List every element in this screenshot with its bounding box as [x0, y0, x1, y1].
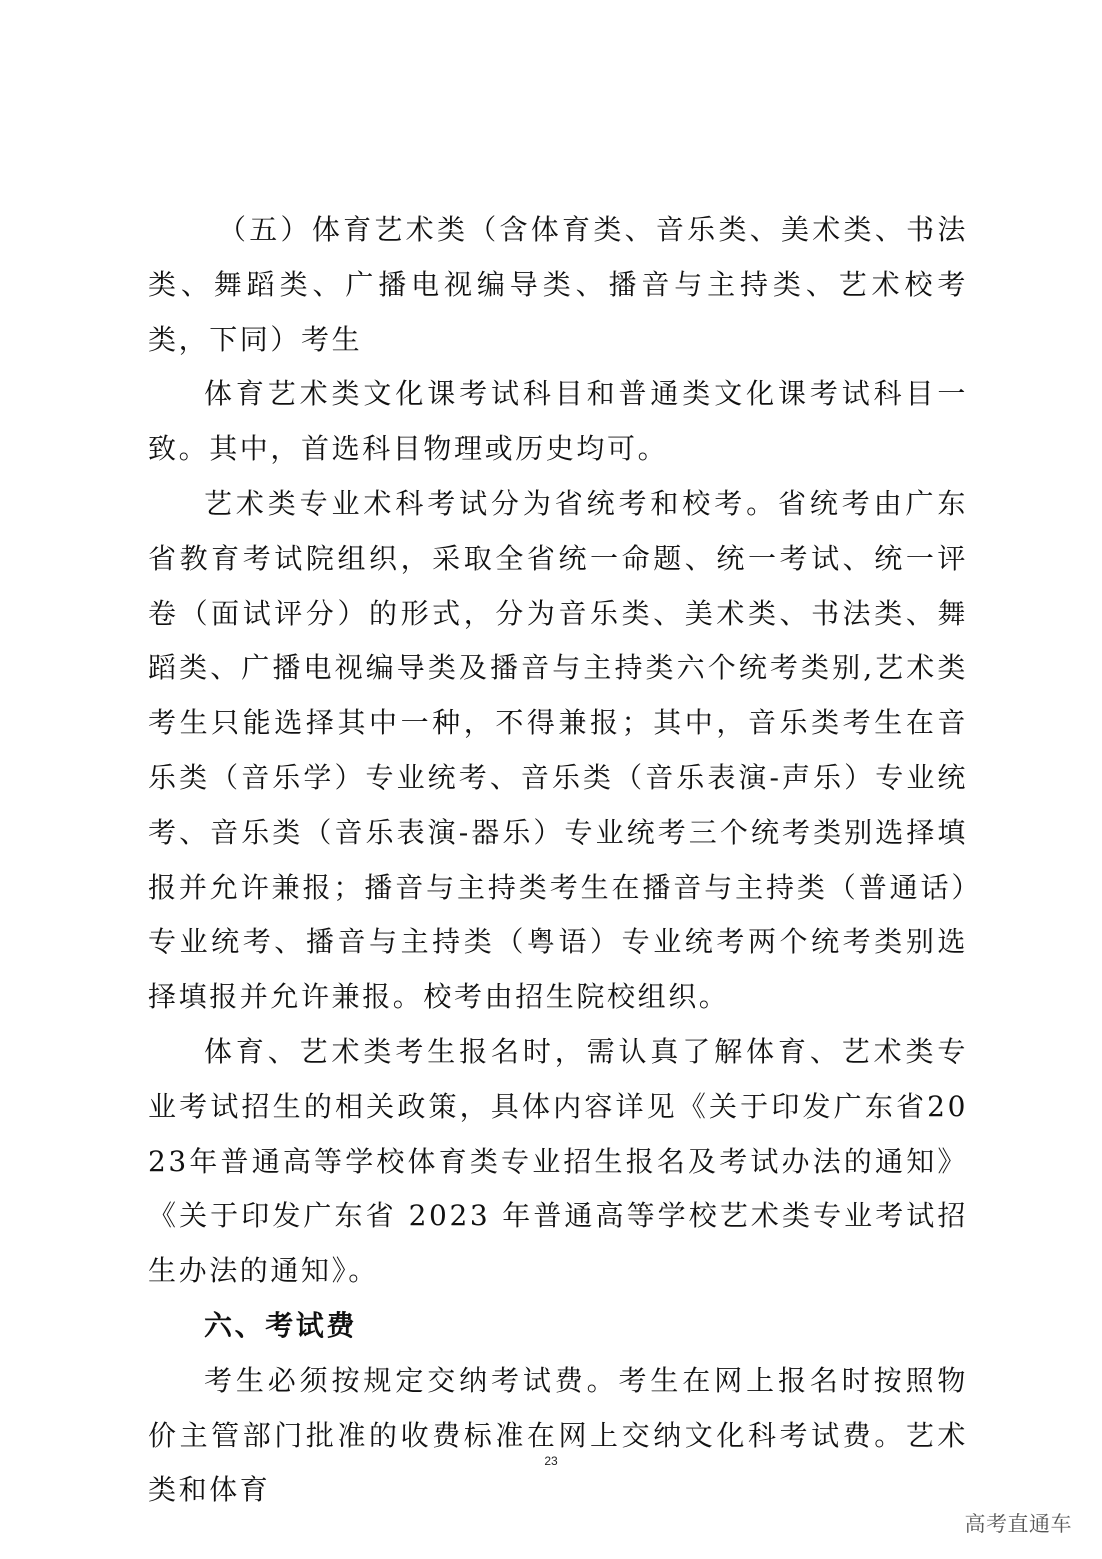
paragraph-subjects: 体育艺术类文化课考试科目和普通类文化课考试科目一致。其中，首选科目物理或历史均可。: [148, 377, 968, 466]
paragraph-exam-fee: 考生必须按规定交纳考试费。考生在网上报名时按照物价主管部门批准的收费标准在网上交纳文化科考试费。艺术类和体育: [148, 1363, 968, 1507]
watermark: 高考直通车: [964, 1512, 1072, 1536]
section-five-title: （五）体育艺术类（含体育类、音乐类、美术类、书法类、舞蹈类、广播电视编导类、播音与主持类、艺术校考类，下同）考生: [148, 213, 968, 356]
document-body: [148, 203, 968, 1518]
paragraph-art-exams: 艺术类专业术科考试分为省统考和校考。省统考由广东省教育考试院组织，采取全省统一命题、统一考试、统一评卷（面试评分）的形式，分为音乐类、美术类、书法类、舞蹈类、广播电视编导类及播音与主持类六个统考类别,艺术类考生只能选择其中一种，不得兼报；其中，音乐类考生在音乐类（音乐学）专业统考、音乐类（音乐表演-声乐）专业统考、音乐类（音乐表演-器乐）专业统考三个统考类别选择填报并允许兼报；播音与主持类考生在播音与主持类（普通话）专业统考、播音与主持类（粤语）专业统考两个统考类别选择填报并允许兼报。校考由招生院校组织。: [148, 486, 968, 1014]
page-number: 23: [544, 1454, 558, 1468]
section-six-heading: 六、考试费: [204, 1308, 358, 1342]
paragraph-policy-reference: 体育、艺术类考生报名时，需认真了解体育、艺术类专业考试招生的相关政策，具体内容详见《关于印发广东省2023年普通高等学校体育类专业招生报名及考试办法的通知》《关于印发广东省 2023 年普通高等学校艺术类专业考试招生办法的通知》。: [148, 1034, 968, 1288]
